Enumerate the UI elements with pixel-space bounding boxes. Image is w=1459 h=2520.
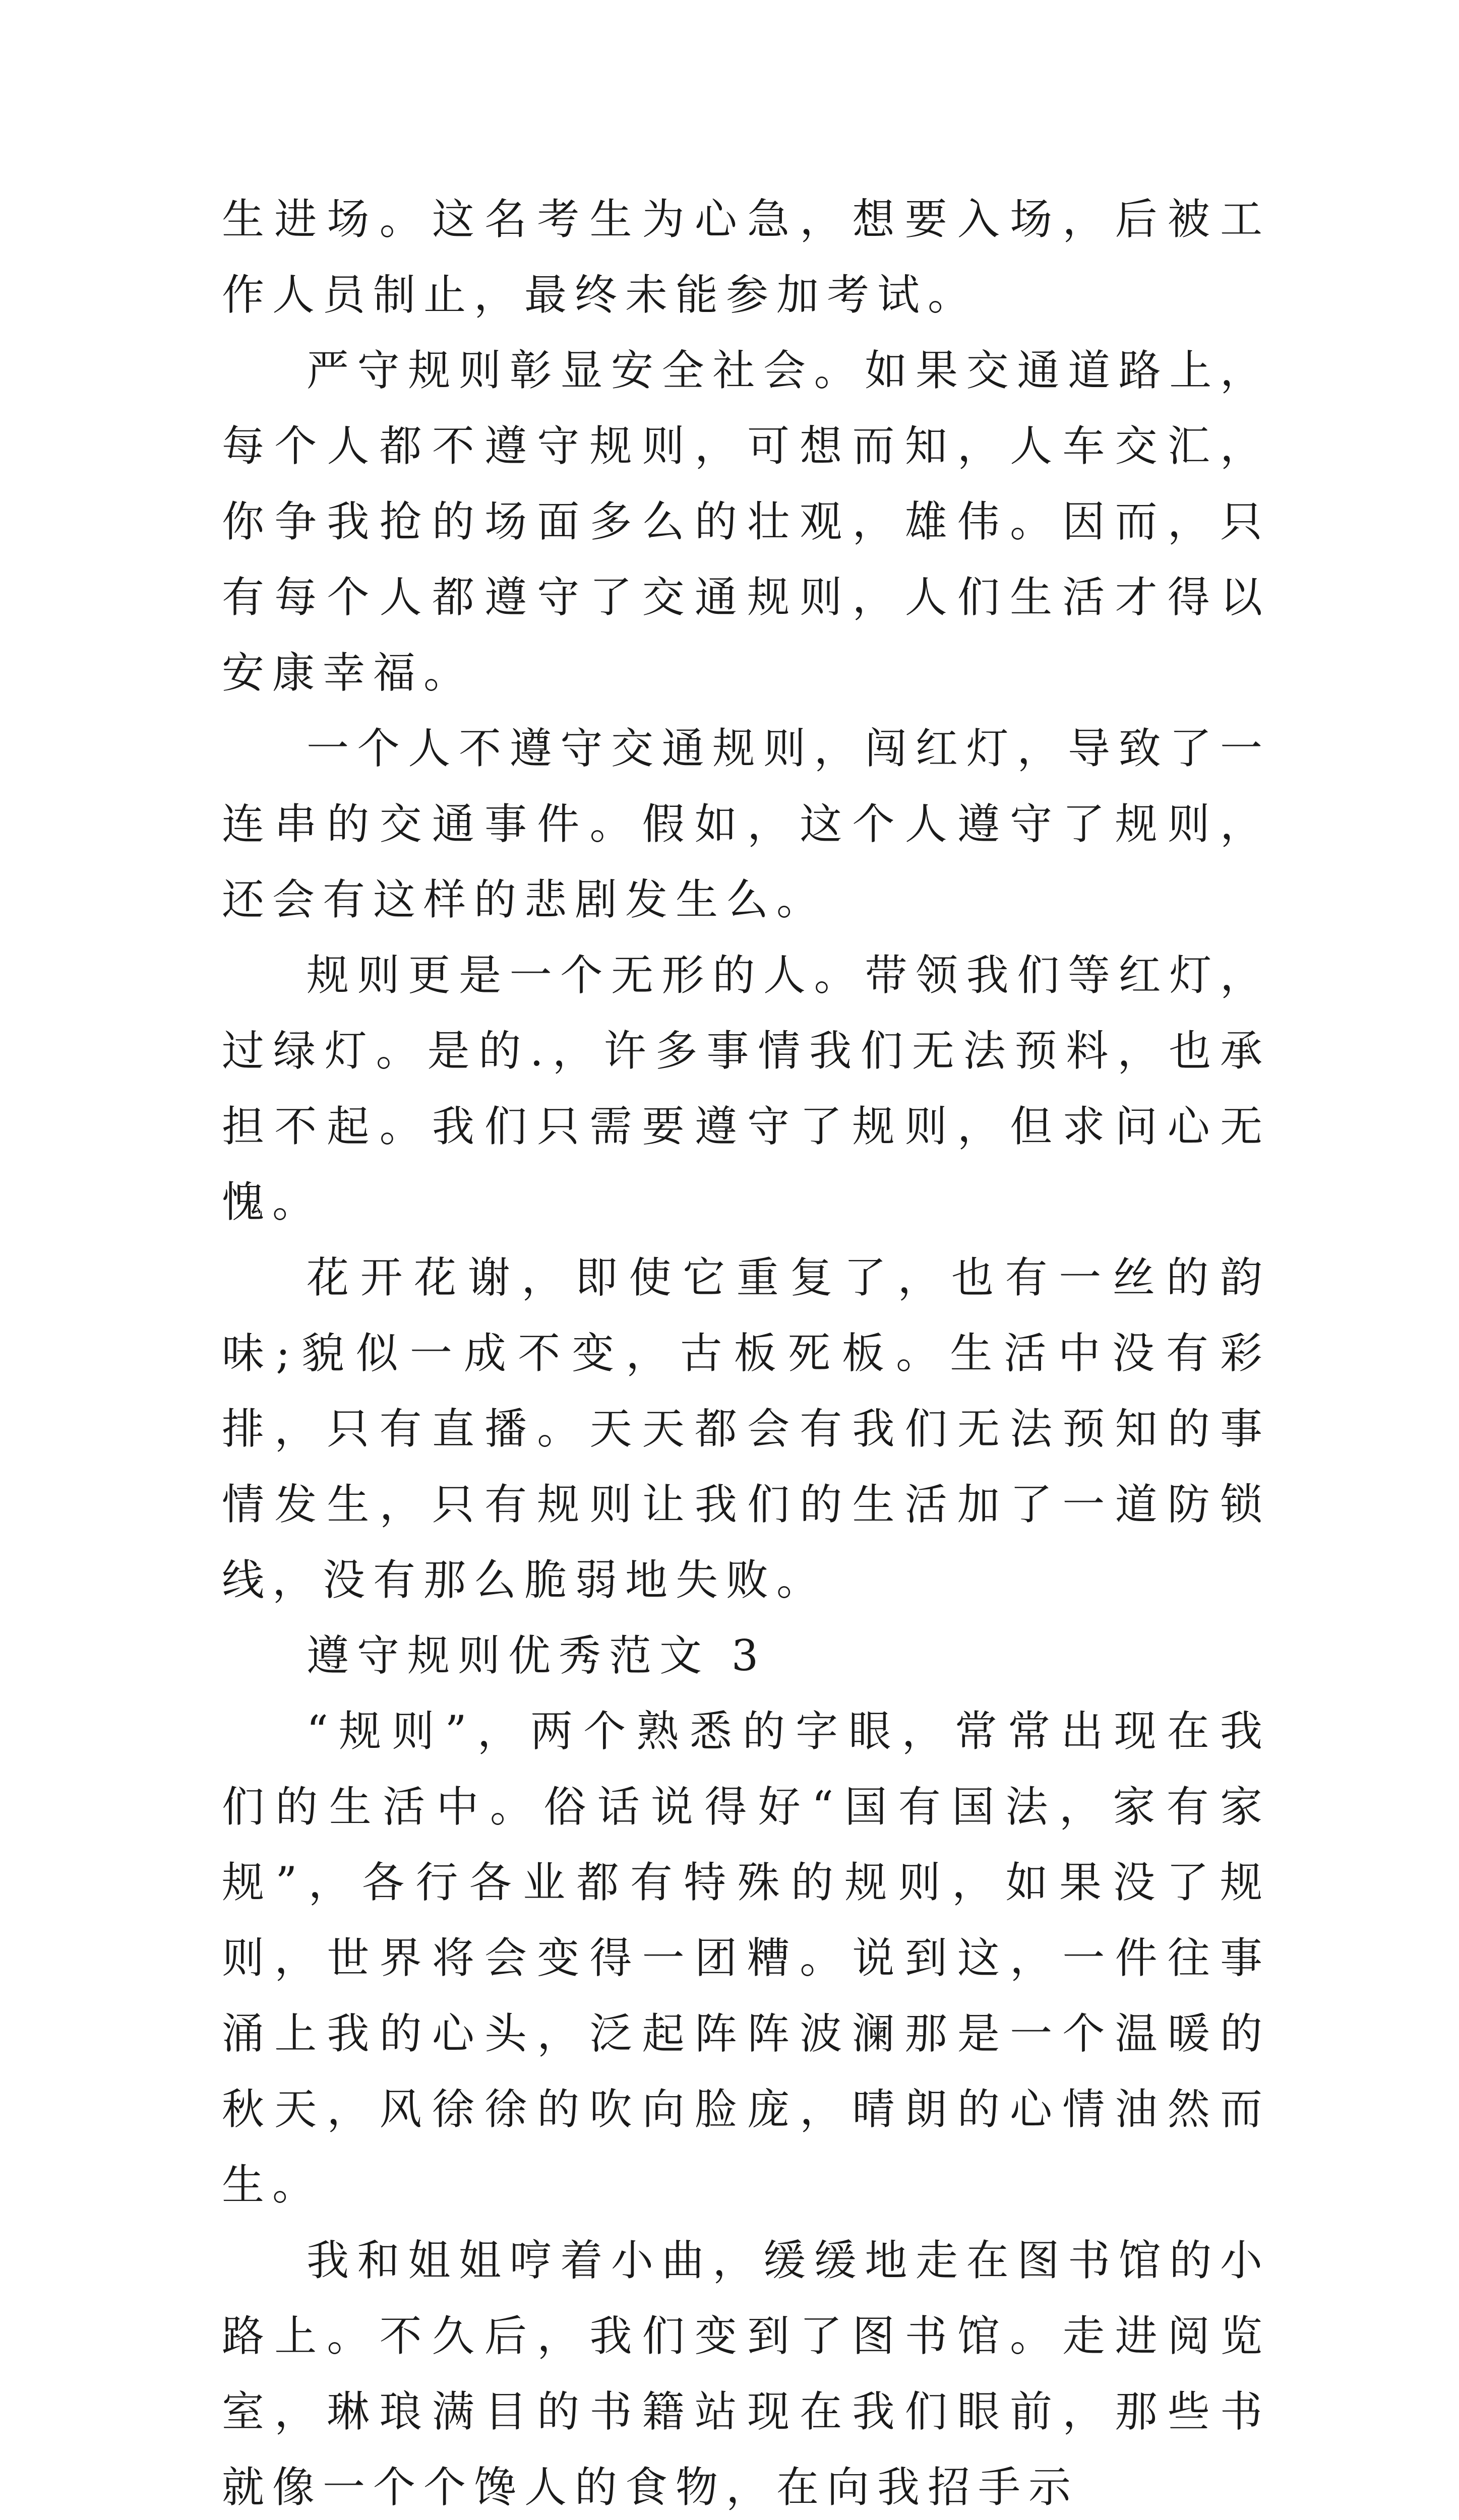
paragraph-4: 规则更是一个无形的人。带领我们等红灯，过绿灯。是的.，许多事情我们无法预料，也承担不起。我们只需要遵守了规则，但求问心无愧。 <box>222 951 1270 1227</box>
paragraph-3: 一个人不遵守交通规则，闯红灯，导致了一连串的交通事件。假如，这个人遵守了规则，还会有这样的悲剧发生么。 <box>222 724 1270 924</box>
section-heading: 遵守规则优秀范文 3 <box>307 1631 767 1680</box>
paragraph-1: 生进场。这名考生为心急，想要入场，后被工作人员制止，最终未能参加考试。 <box>222 195 1270 320</box>
paragraph-5: 花开花谢，即使它重复了，也有一丝的韵味;貌似一成不变，古板死板。生活中没有彩排，只有直播。天天都会有我们无法预知的事情发生，只有规则让我们的生活加了一道防锁线，没有那么脆弱地失败。 <box>222 1253 1270 1605</box>
paragraph-2: 严守规则彰显安全社会。如果交通道路上，每个人都不遵守规则，可想而知，人车交汇，你争我抢的场面多么的壮观，雄伟。因而，只有每个人都遵守了交通规则，人们生活才得以安康幸福。 <box>222 346 1270 698</box>
paragraph-7: 我和姐姐哼着小曲，缓缓地走在图书馆的小路上。不久后，我们变到了图书馆。走进阅览室，琳琅满目的书籍站现在我们眼前，那些书就像一个个馋人的食物，在向我招手示 <box>222 2236 1270 2512</box>
document-body <box>222 181 1270 2520</box>
paragraph-6: “规则”，两个熟悉的字眼，常常出现在我们的生活中。俗话说得好“国有国法，家有家规”，各行各业都有特殊的规则，如果没了规则，世界将会变得一团糟。说到这，一件往事涌上我的心头，泛起阵阵波澜那是一个温暖的秋天，风徐徐的吹向脸庞，晴朗的心情油然而生。 <box>222 1707 1270 2210</box>
